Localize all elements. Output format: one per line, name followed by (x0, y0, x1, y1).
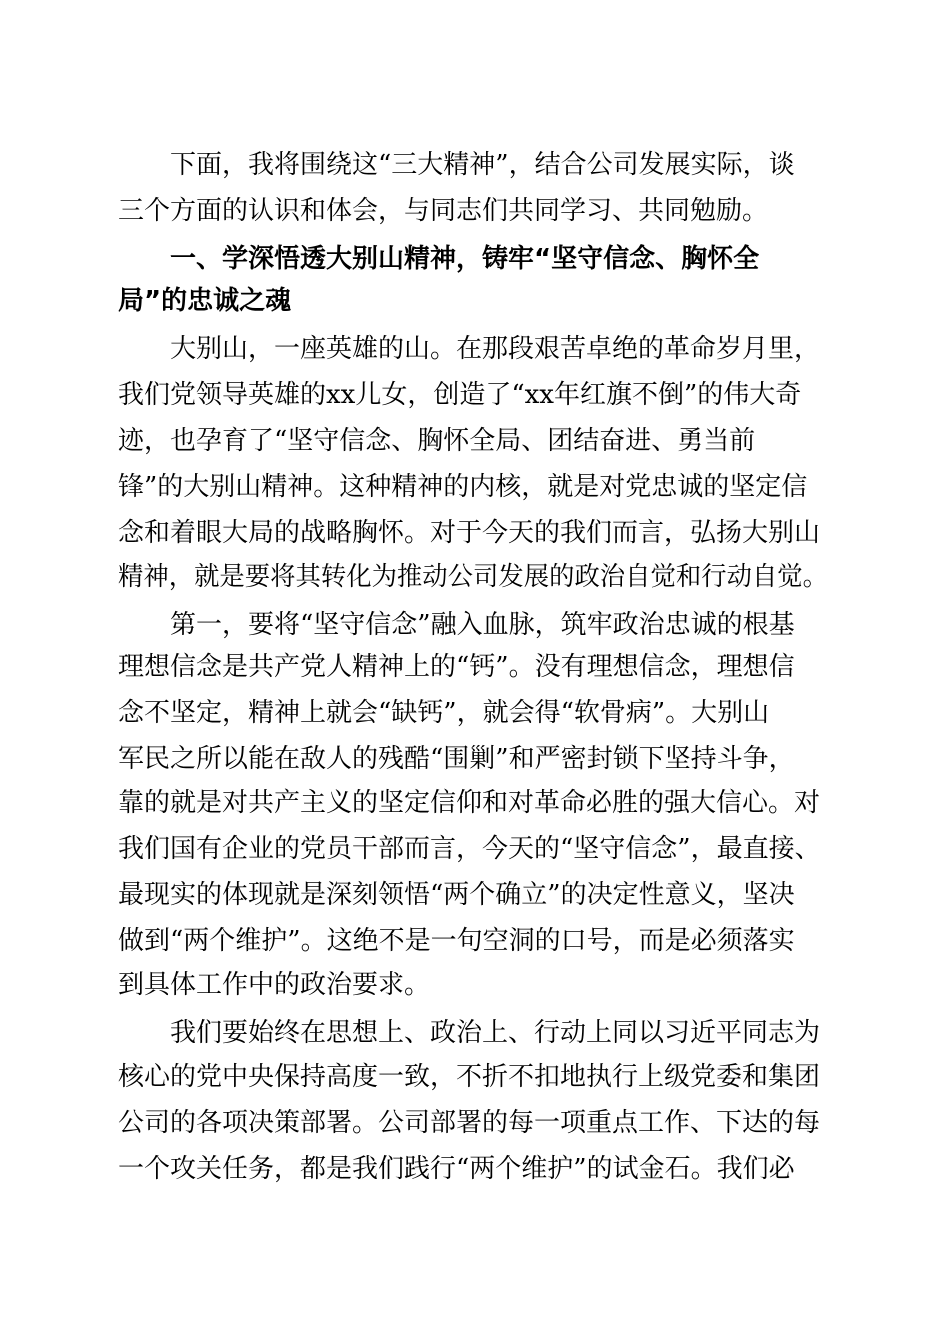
text-line: 最现实的体现就是深刻领悟“两个确立”的决定性意义，坚决 (118, 880, 795, 910)
text-line: 迹，也孕育了“坚守信念、胸怀全局、团结奋进、勇当前 (118, 426, 756, 456)
text-line: 大别山，一座英雄的山。在那段艰苦卓绝的革命岁月里， (170, 334, 821, 364)
text-line: 一个攻关任务，都是我们践行“两个维护”的试金石。我们必 (118, 1154, 795, 1184)
text-line: 我们党领导英雄的xx儿女，创造了“xx年红旗不倒”的伟大奇 (118, 380, 802, 410)
text-line: 核心的党中央保持高度一致，不折不扣地执行上级党委和集团 (118, 1062, 821, 1092)
text-line: 我们国有企业的党员干部而言，今天的“坚守信念”，最直接、 (118, 834, 821, 864)
text-line: 我们要始终在思想上、政治上、行动上同以习近平同志为 (170, 1018, 821, 1048)
section-heading: 一、学深悟透大别山精神，铸牢“坚守信念、胸怀全 (170, 244, 760, 274)
text-line: 下面，我将围绕这“三大精神”，结合公司发展实际，谈 (170, 150, 795, 180)
text-line: 公司的各项决策部署。公司部署的每一项重点工作、下达的每 (118, 1108, 821, 1138)
text-line: 靠的就是对共产主义的坚定信仰和对革命必胜的强大信心。对 (118, 788, 821, 818)
text-line: 理想信念是共产党人精神上的“钙”。没有理想信念，理想信 (118, 652, 795, 682)
text-line: 念和着眼大局的战略胸怀。对于今天的我们而言，弘扬大别山 (118, 518, 821, 548)
section-heading: 局”的忠诚之魂 (118, 286, 292, 316)
text-line: 三个方面的认识和体会，与同志们共同学习、共同勉励。 (118, 196, 769, 226)
text-line: 军民之所以能在敌人的残酷“围剿”和严密封锁下坚持斗争， (118, 744, 795, 774)
text-line: 做到“两个维护”。这绝不是一句空洞的口号，而是必须落实 (118, 926, 795, 956)
text-line: 精神，就是要将其转化为推动公司发展的政治自觉和行动自觉。 (118, 562, 829, 592)
text-line: 念不坚定，精神上就会“缺钙”，就会得“软骨病”。大别山 (118, 698, 770, 728)
text-line: 锋”的大别山精神。这种精神的内核，就是对党忠诚的坚定信 (118, 472, 808, 502)
text-line: 到具体工作中的政治要求。 (118, 970, 431, 1000)
text-line: 第一，要将“坚守信念”融入血脉，筑牢政治忠诚的根基 (170, 610, 795, 640)
